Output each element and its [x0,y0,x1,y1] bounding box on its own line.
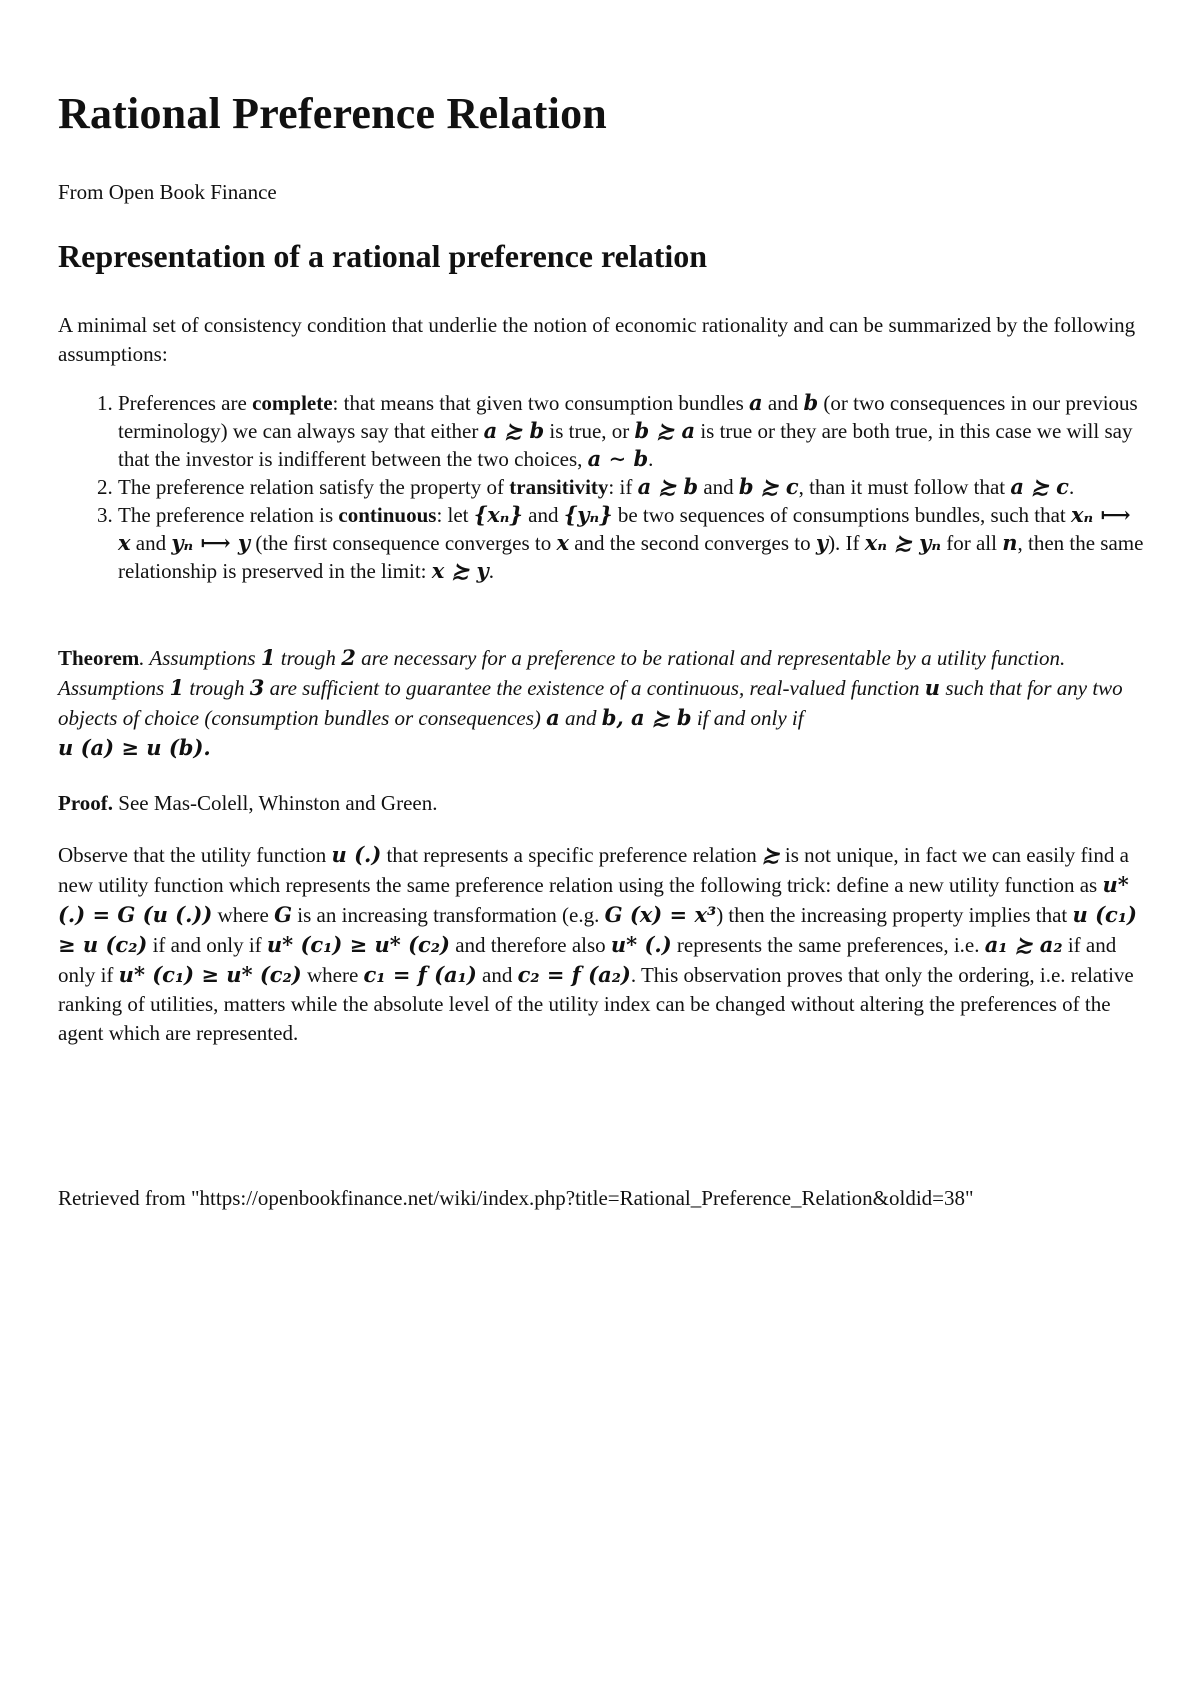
text: is an increasing transformation (e.g. [292,903,605,927]
observe-paragraph [58,840,1148,1048]
text: is true, or [544,419,635,443]
text: be two sequences of consumptions bundles, such that [612,503,1072,527]
text: Observe that the utility function [58,843,332,867]
math: y [815,530,829,555]
text: are necessary for a preference to be rational and representable by a utility function. Assumptions [58,646,1066,700]
text: ). If [828,531,865,555]
math: b ≿ a [634,418,696,443]
math: 1 [169,675,185,700]
text: is not unique, in fact we can easily find a new utility function which represents the same preference relation using the following trick: define a new utility function as [58,843,1129,897]
math: u (c₁) ≥ u (c₂) [58,902,1137,957]
math: xₙ ≿ yₙ [864,530,941,555]
math: u [924,675,941,700]
math: x [556,530,569,555]
text: . [488,559,494,583]
bold-term: complete [252,391,333,415]
text: and [130,531,172,555]
math: c₁ = f (a₁) [363,962,477,987]
math: u (a) ≥ u (b). [58,735,211,760]
text: (or two consequences in our previous terminology) we can always say that either [118,391,1138,443]
math: b, a ≿ b [601,705,692,730]
text: . [1068,475,1075,499]
text: The preference relation satisfy the property of [118,475,510,499]
math: a ∼ b [587,446,649,471]
text: , than it must follow that [798,475,1011,499]
math: n [1002,530,1018,555]
text: : that means that given two consumption bundles [332,391,749,415]
math: {yₙ} [563,502,613,527]
math: u* (.) = G (u (.)) [58,872,1129,927]
text: , then the same relationship is preserved in the limit: [118,531,1144,583]
site-subtitle: From Open Book Finance [58,180,277,204]
proof-label: Proof. [58,791,114,815]
text: and [522,503,564,527]
intro-paragraph: A minimal set of consistency condition that underlie the notion of economic rationality and can be summarized by the following assumptions: [58,313,1136,366]
math: {xₙ} [473,502,523,527]
text: trough [184,676,250,700]
math: c₂ = f (a₂) [517,962,631,987]
text: and [476,963,518,987]
text: and [559,706,602,730]
text: : if [608,475,638,499]
math: u* (.) [610,932,672,957]
text: where [212,903,275,927]
text: (the first consequence converges to [250,531,557,555]
retrieved-from-link[interactable]: Retrieved from "https://openbookfinance.net/wiki/index.php?title=Rational_Preference_Relation&oldid=38" [58,1186,974,1210]
section-heading: Representation of a rational preference relation [58,238,708,274]
text: trough [275,646,342,670]
proof-paragraph [58,789,1148,818]
bold-term: transitivity [509,475,609,499]
math: a ≿ c [1010,474,1069,499]
math: 3 [249,675,265,700]
text: and [762,391,804,415]
math: G [274,902,293,927]
bold-term: continuous [338,503,437,527]
text: ) then the increasing property implies that [716,903,1073,927]
text: See Mas-Colell, Whinston and Green. [113,791,438,815]
math: 2 [341,645,356,670]
text: and therefore also [449,933,611,957]
math: u* (c₁) ≥ u* (c₂) [118,962,302,987]
math: x ≿ y [431,558,489,583]
math: 1 [260,645,276,670]
assumptions-list [58,389,1148,585]
assumption-continuous [118,501,1148,585]
text: where [301,963,364,987]
theorem-paragraph [58,643,1148,763]
text: if and only if [691,706,804,730]
text: such that for any two objects of choice (consumption bundles or consequences) [58,676,1123,730]
math: u* (c₁) ≥ u* (c₂) [266,932,450,957]
math: xₙ ⟼ x [118,502,1131,555]
text: if and only if [58,933,1117,987]
math: b ≿ c [738,474,799,499]
math: ≿ [762,842,780,867]
text: . Assumptions [139,646,261,670]
math: yₙ ⟼ y [171,530,251,555]
text: are sufficient to guarantee the existence of a continuous, real-valued function [264,676,925,700]
page-title: Rational Preference Relation [58,89,607,138]
math: a ≿ b [483,418,545,443]
assumption-complete [118,389,1148,473]
text: for all [940,531,1003,555]
text: represents the same preferences, i.e. [671,933,985,957]
math: a₁ ≿ a₂ [984,932,1063,957]
text: is true or they are both true, in this case we will say that the investor is indifferent between the two choices, [118,419,1133,471]
text: The preference relation is [118,503,339,527]
math: a ≿ b [637,474,699,499]
text: Preferences are [118,391,253,415]
text: : let [436,503,474,527]
text: and [698,475,739,499]
text: . [648,447,654,471]
math: a [749,390,763,415]
text: . This observation proves that only the ordering, i.e. relative ranking of utilities, matters while the absolute level of the utility index can be changed without altering the preferences of the agent which are represented. [58,963,1134,1045]
math: a [546,705,560,730]
math: u (.) [331,842,382,867]
text: and the second converges to [568,531,816,555]
math: b [803,390,819,415]
text: if and only if [147,933,267,957]
text: that represents a specific preference relation [381,843,763,867]
math: G (x) = x³ [604,902,717,927]
theorem-label: Theorem [58,646,140,670]
assumption-transitivity [118,473,1148,501]
